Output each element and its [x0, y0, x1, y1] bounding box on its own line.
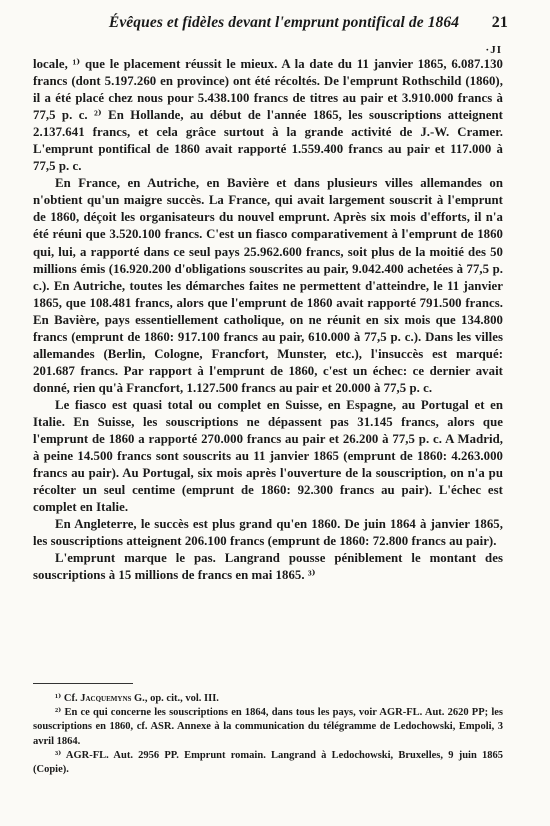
paragraph-3: Le fiasco est quasi total ou complet en Suisse, en Espagne, au Portugal et en Italie. En Suisse, les souscriptions ne dépassent pas 31.145 francs, alors que l'emprunt de 1860 a rapporté 270.000 francs au pair et 26.200 à 77,5 p. c. A Madrid, à peine 14.500 francs sont souscrits au 11 janvier 1865 (emprunt de 1860: 4.263.000 francs au pair). Au Portugal, six mois après l'ouverture de la souscription, on n'a pu récolter un seul centime (emprunt de 1860: 92.300 francs au pair). L'échec est complet en Italie.	[33, 397, 503, 515]
running-header	[60, 14, 508, 36]
footnotes	[33, 692, 503, 777]
footnote-3: ³⁾ AGR-FL. Aut. 2956 PP. Emprunt romain. Langrand à Ledochowski, Bruxelles, 9 juin 1865 (Copie).	[33, 749, 503, 776]
footnote-rule	[33, 683, 133, 684]
footnote-1-ref: , op. cit., vol. III.	[144, 693, 219, 704]
footnote-1-mark: ¹⁾	[55, 693, 62, 704]
paragraph-1: locale, ¹⁾ que le placement réussit le mieux. A la date du 11 janvier 1865, 6.087.130 francs (dont 5.197.260 en province) ont été récoltés. De l'emprunt Rothschild (1860), il a été placé chez nous pour 5.438.100 francs de titres au pair et 3.910.000 francs à 77,5 p. c. ²⁾ En Hollande, au début de l'année 1865, les souscriptions atteignent 2.137.641 francs, et cela grâce surtout à la grande activité de J.-W. Cramer. L'emprunt pontifical de 1860 avait rapporté 1.559.400 francs au pair et 117.000 à 77,5 p. c.	[33, 57, 503, 174]
footnote-1-prefix: Cf.	[63, 693, 81, 704]
running-title: Évêques et fidèles devant l'emprunt pontifical de 1864	[108, 14, 460, 31]
paragraph-2: En France, en Autriche, en Bavière et dans plusieurs villes allemandes on n'obtient qu'un maigre succès. La France, qui avait largement souscrit à l'emprunt de 1860, déçoit les organisateurs du nouvel emprunt. Après six mois d'efforts, il n'a été réuni que 3.520.100 francs. C'est un fiasco comparativement à l'emprunt de 1860 qui, lui, a rapporté dans ce seul pays 25.962.600 francs, soit plus de la moitié des 50 millions émis (16.920.200 d'obligations souscrites au pair, 9.042.400 achetées à 77,5 p. c.). En Autriche, toutes les démarches faites ne permettent d'atteindre, le 11 janvier 1865, que 108.481 francs, alors que l'emprunt de 1860 avait rapporté 791.500 francs. En Bavière, pays essentiellement catholique, on ne réunit en six mois que 134.800 francs (emprunt de 1860: 917.100 francs au pair, 610.000 à 77,5 p. c.). Dans les villes allemandes (Berlin, Cologne, Francfort, Munster, etc.), l'insuccès est marqué: 201.687 francs. Par rapport à l'emprunt de 1860, c'est un échec: ce dernier avait donné, rien qu'à Francfort, 1.127.500 francs au pair et 20.000 à 77,5 p. c.	[33, 176, 503, 395]
paragraph-4: En Angleterre, le succès est plus grand qu'en 1860. De juin 1864 à janvier 1865, les souscriptions atteignent 206.100 francs (emprunt de 1860: 72.800 francs au pair).	[33, 517, 503, 549]
paragraph-5: L'emprunt marque le pas. Langrand pousse péniblement le montant des souscriptions à 15 millions de francs en mai 1865. ³⁾	[33, 551, 503, 583]
main-text	[33, 56, 503, 584]
footnote-1	[33, 692, 503, 706]
page-number: 21	[491, 14, 508, 31]
footnote-1-author: Jacquemyns G.	[80, 693, 145, 704]
footnote-2: ²⁾ En ce qui concerne les souscriptions en 1864, dans tous les pays, voir AGR-FL. Aut. 2620 PP; les souscriptions en 1860, cf. ASR. Annexe à la communication du télégramme de Ledochowski, Empoli, 3 avril 1864.	[33, 707, 503, 747]
corner-mark: ·JI	[485, 44, 502, 56]
